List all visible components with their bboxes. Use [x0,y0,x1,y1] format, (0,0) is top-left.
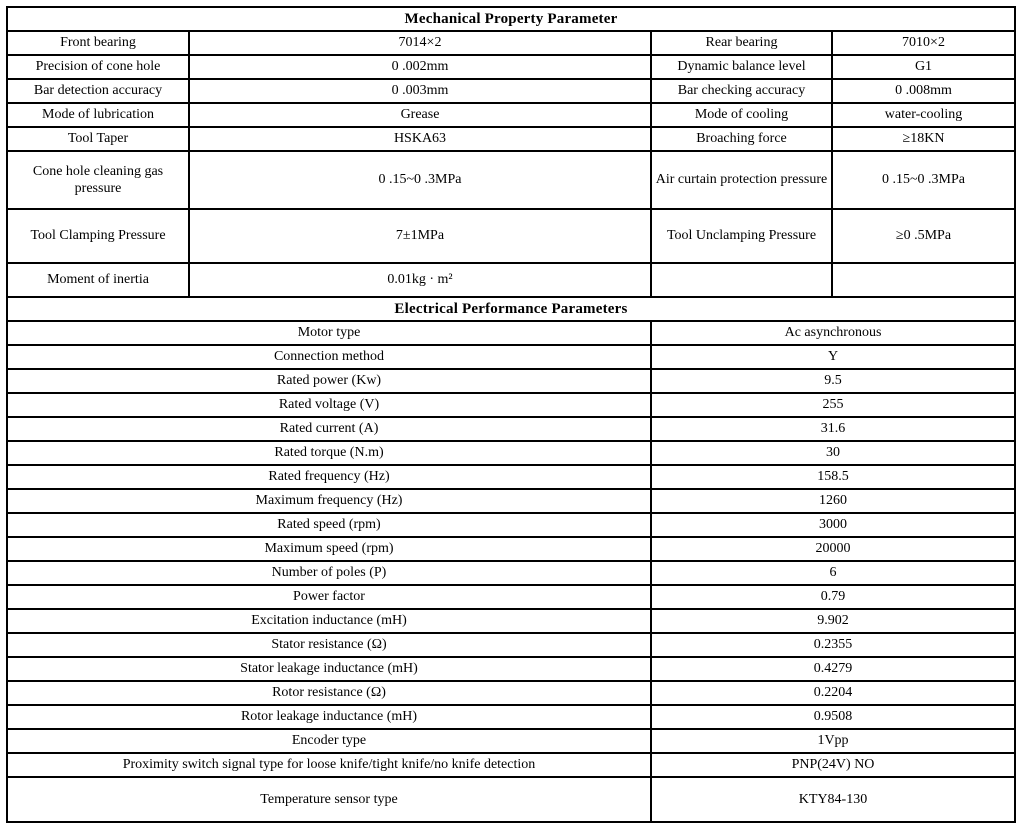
param-value: Y [651,345,1015,369]
param-label: Bar detection accuracy [7,79,189,103]
param-label: Temperature sensor type [7,777,651,822]
electrical-row [7,369,1015,393]
param-value: 158.5 [651,465,1015,489]
param-label: Tool Unclamping Pressure [651,209,832,263]
param-label: Tool Taper [7,127,189,151]
electrical-row [7,561,1015,585]
param-value: 9.902 [651,609,1015,633]
electrical-row [7,417,1015,441]
param-value: 0 .15~0 .3MPa [189,151,651,209]
param-value: 0.2204 [651,681,1015,705]
param-label: Front bearing [7,31,189,55]
param-value: 3000 [651,513,1015,537]
param-label: Stator resistance (Ω) [7,633,651,657]
electrical-row [7,657,1015,681]
electrical-row [7,393,1015,417]
param-value: Ac asynchronous [651,321,1015,345]
param-value: 0 .15~0 .3MPa [832,151,1015,209]
param-label: Broaching force [651,127,832,151]
electrical-row [7,345,1015,369]
param-value: PNP(24V) NO [651,753,1015,777]
param-label: Rotor leakage inductance (mH) [7,705,651,729]
electrical-row [7,441,1015,465]
param-label: Encoder type [7,729,651,753]
param-value: ≥18KN [832,127,1015,151]
electrical-row [7,489,1015,513]
param-value: 0.01kg · m² [189,263,651,297]
electrical-row [7,609,1015,633]
electrical-row [7,777,1015,822]
electrical-row [7,705,1015,729]
param-value: 1260 [651,489,1015,513]
param-label: Excitation inductance (mH) [7,609,651,633]
param-value: 0 .008mm [832,79,1015,103]
mechanical-row [7,79,1015,103]
param-value: 255 [651,393,1015,417]
mechanical-row [7,263,1015,297]
param-value: 31.6 [651,417,1015,441]
mechanical-row [7,55,1015,79]
param-label: Tool Clamping Pressure [7,209,189,263]
param-value: water-cooling [832,103,1015,127]
param-label: Moment of inertia [7,263,189,297]
parameters-table [6,6,1016,823]
param-value: Grease [189,103,651,127]
param-value: 30 [651,441,1015,465]
param-label: Rated torque (N.m) [7,441,651,465]
param-value: 0 .002mm [189,55,651,79]
param-value: 0 .003mm [189,79,651,103]
param-value: 0.79 [651,585,1015,609]
param-value: 7±1MPa [189,209,651,263]
param-label: Dynamic balance level [651,55,832,79]
param-value: 1Vpp [651,729,1015,753]
mechanical-section [7,7,1015,297]
param-value: HSKA63 [189,127,651,151]
electrical-row [7,633,1015,657]
param-label: Precision of cone hole [7,55,189,79]
param-label: Air curtain protection pressure [651,151,832,209]
electrical-row [7,513,1015,537]
param-label: Number of poles (P) [7,561,651,585]
electrical-row [7,465,1015,489]
electrical-row [7,321,1015,345]
param-value: 0.2355 [651,633,1015,657]
param-label: Rated speed (rpm) [7,513,651,537]
electrical-row [7,585,1015,609]
param-label: Power factor [7,585,651,609]
mechanical-row [7,127,1015,151]
param-value: ≥0 .5MPa [832,209,1015,263]
electrical-row [7,537,1015,561]
mechanical-row [7,209,1015,263]
electrical-row [7,681,1015,705]
param-label: Rated power (Kw) [7,369,651,393]
param-value: 7010×2 [832,31,1015,55]
param-label: Rated frequency (Hz) [7,465,651,489]
param-label: Bar checking accuracy [651,79,832,103]
param-label [651,263,832,297]
param-value: 0.4279 [651,657,1015,681]
param-value: G1 [832,55,1015,79]
electrical-section [7,297,1015,822]
mechanical-row [7,151,1015,209]
param-value: 0.9508 [651,705,1015,729]
param-value: 9.5 [651,369,1015,393]
electrical-title-row [7,297,1015,321]
param-label: Connection method [7,345,651,369]
param-label: Motor type [7,321,651,345]
mechanical-row [7,103,1015,127]
param-label: Rear bearing [651,31,832,55]
param-label: Rotor resistance (Ω) [7,681,651,705]
mechanical-row [7,31,1015,55]
param-value [832,263,1015,297]
param-label: Proximity switch signal type for loose knife/tight knife/no knife detection [7,753,651,777]
param-label: Rated voltage (V) [7,393,651,417]
param-label: Mode of cooling [651,103,832,127]
param-label: Stator leakage inductance (mH) [7,657,651,681]
param-value: 6 [651,561,1015,585]
electrical-row [7,753,1015,777]
param-label: Maximum frequency (Hz) [7,489,651,513]
param-label: Cone hole cleaning gas pressure [7,151,189,209]
mechanical-section-title: Mechanical Property Parameter [7,7,1015,31]
param-label: Maximum speed (rpm) [7,537,651,561]
electrical-section-title: Electrical Performance Parameters [7,297,1015,321]
electrical-row [7,729,1015,753]
param-value: 7014×2 [189,31,651,55]
param-label: Rated current (A) [7,417,651,441]
param-value: 20000 [651,537,1015,561]
param-label: Mode of lubrication [7,103,189,127]
mechanical-title-row [7,7,1015,31]
param-value: KTY84-130 [651,777,1015,822]
